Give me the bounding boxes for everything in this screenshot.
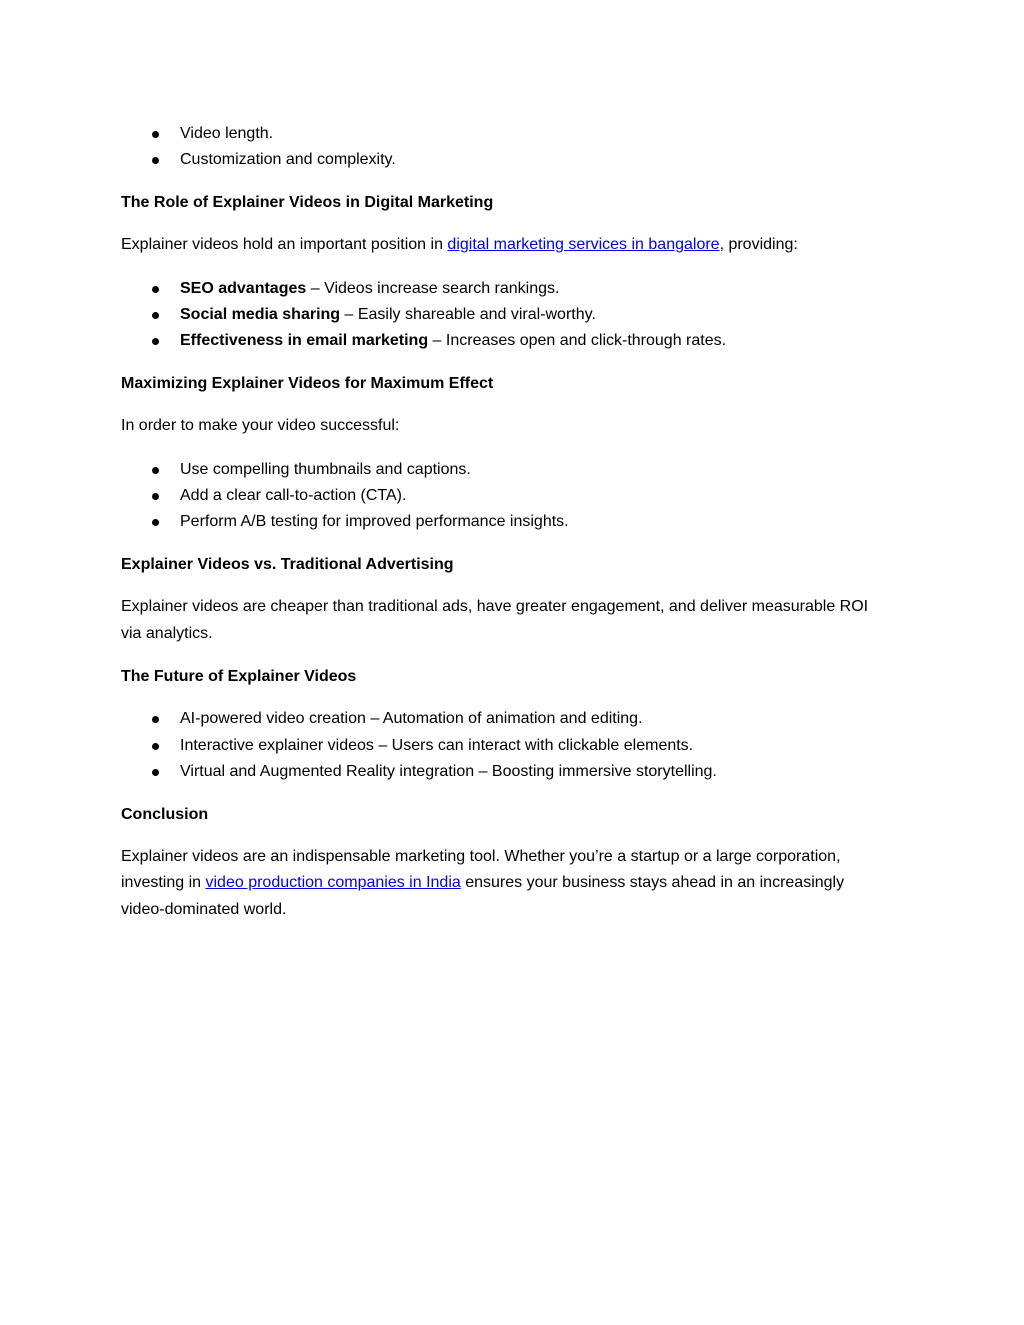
bullet-icon [152,519,159,526]
list-item: Use compelling thumbnails and captions. [121,457,911,483]
bullet-icon [152,493,159,500]
list-item: Virtual and Augmented Reality integration – Boosting immersive storytelling. [121,759,911,785]
heading-conclusion: Conclusion [121,805,209,823]
heading-role: The Role of Explainer Videos in Digital Marketing [121,193,494,211]
list-item: SEO advantages – Videos increase search rankings. [121,276,911,302]
heading-future: The Future of Explainer Videos [121,667,357,685]
bullet-icon [152,769,159,776]
paragraph-max-intro: In order to make your video successful: [121,417,400,435]
paragraph-vs-line1: Explainer videos are cheaper than traditional ads, have greater engagement, and deliver measurable ROI [121,598,869,616]
paragraph-conclusion-line2: investing in video production companies in India ensures your business stays ahead in an increasingly [121,874,845,892]
bullet-icon [152,131,159,138]
link-digital-marketing[interactable]: digital marketing services in bangalore [447,236,720,254]
heading-maximizing: Maximizing Explainer Videos for Maximum Effect [121,374,494,392]
paragraph-role-intro: Explainer videos hold an important position in digital marketing services in bangalore, providing: [121,236,798,254]
top-bullet-list [121,121,911,174]
document-content [121,121,911,923]
bullet-icon [152,467,159,474]
future-bullet-list [121,706,911,785]
list-item: Social media sharing – Easily shareable and viral-worthy. [121,302,911,328]
link-video-production[interactable]: video production companies in India [205,874,461,892]
heading-vs-traditional: Explainer Videos vs. Traditional Advertising [121,555,454,573]
list-item: Video length. [121,121,911,147]
max-bullet-list [121,457,911,536]
list-item: Customization and complexity. [121,147,911,173]
paragraph-conclusion-line3: video-dominated world. [121,900,287,918]
list-item: Effectiveness in email marketing – Increases open and click-through rates. [121,328,911,354]
bullet-icon [152,312,159,319]
paragraph-conclusion-line1: Explainer videos are an indispensable marketing tool. Whether you’re a startup or a large corporation, [121,847,841,865]
list-item: Perform A/B testing for improved performance insights. [121,509,911,535]
list-item: Interactive explainer videos – Users can interact with clickable elements. [121,733,911,759]
bullet-icon [152,338,159,345]
bullet-icon [152,743,159,750]
bullet-icon [152,286,159,293]
list-item: AI-powered video creation – Automation of animation and editing. [121,706,911,732]
list-item: Add a clear call-to-action (CTA). [121,483,911,509]
bullet-icon [152,716,159,723]
paragraph-vs-line2: via analytics. [121,624,213,642]
role-bullet-list [121,276,911,355]
bullet-icon [152,157,159,164]
